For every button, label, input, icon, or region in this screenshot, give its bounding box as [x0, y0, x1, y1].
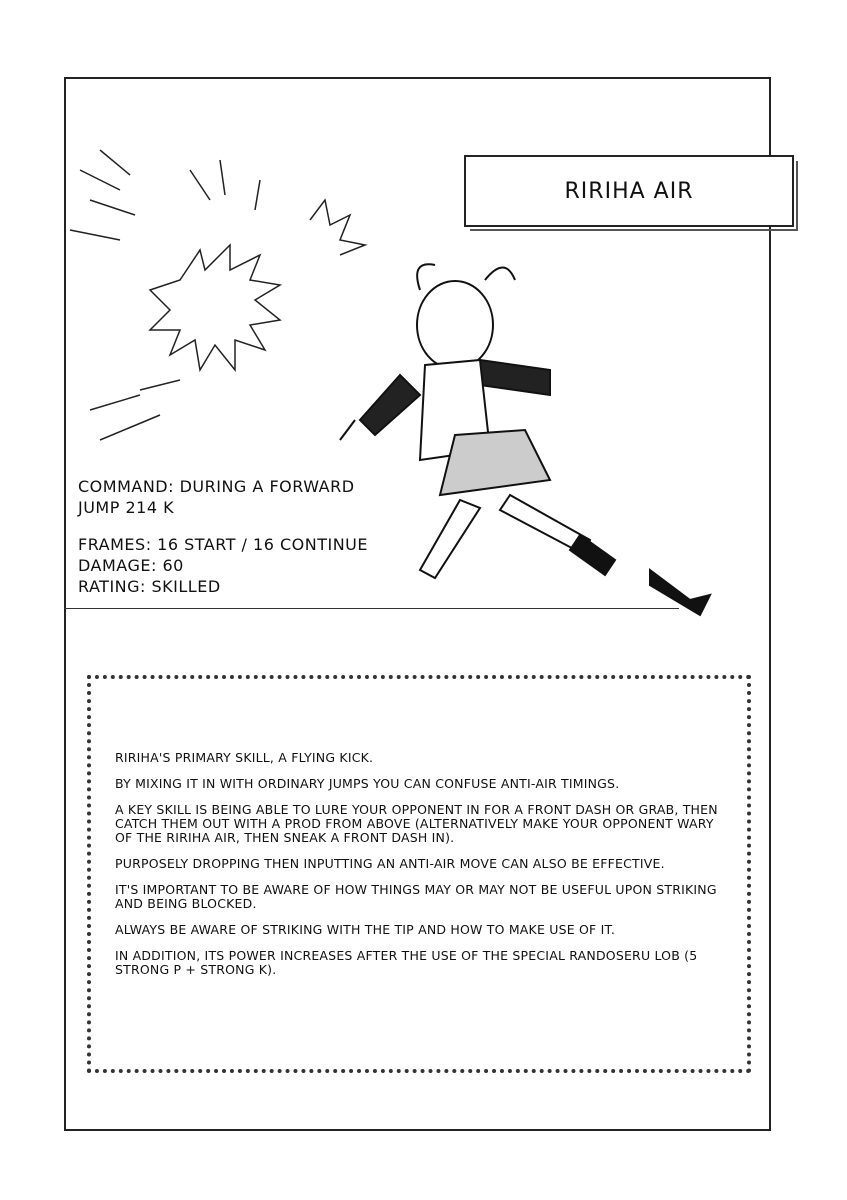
rating-stat: RATING: SKILLED — [78, 577, 221, 596]
note-paragraph: PURPOSELY DROPPING THEN INPUTTING AN ANTI-AIR MOVE CAN ALSO BE EFFECTIVE. — [115, 856, 665, 871]
note-paragraph: ALWAYS BE AWARE OF STRIKING WITH THE TIP AND HOW TO MAKE USE OF IT. — [115, 922, 615, 937]
note-paragraph: IT'S IMPORTANT TO BE AWARE OF HOW THINGS MAY OR MAY NOT BE USEFUL UPON STRIKING AND BEING BLOCKED. — [115, 882, 717, 911]
frames-stat: FRAMES: 16 START / 16 CONTINUE — [78, 535, 368, 554]
move-stats — [78, 476, 418, 597]
note-paragraph: BY MIXING IT IN WITH ORDINARY JUMPS YOU CAN CONFUSE ANTI-AIR TIMINGS. — [115, 776, 620, 791]
note-paragraph: RIRIHA'S PRIMARY SKILL, A FLYING KICK. — [115, 750, 374, 765]
move-title: RIRIHA AIR — [564, 178, 694, 204]
command-line-1: COMMAND: DURING A FORWARD — [78, 477, 355, 496]
impact-burst — [70, 150, 365, 440]
note-paragraph: IN ADDITION, ITS POWER INCREASES AFTER THE USE OF THE SPECIAL RANDOSERU LOB (5 STRONG P + STRONG K). — [115, 948, 698, 977]
move-notes — [115, 751, 735, 989]
section-divider — [64, 608, 679, 609]
note-paragraph: A KEY SKILL IS BEING ABLE TO LURE YOUR OPPONENT IN FOR A FRONT DASH OR GRAB, THEN CATCH THEM OUT WITH A PROD FROM ABOVE (ALTERNATIVELY MAKE YOUR OPPONENT WARY OF THE RIRIHA AIR, THEN SNEAK A FRONT DASH IN). — [115, 802, 718, 845]
move-title-box — [464, 155, 794, 227]
command-line-2: JUMP 214 K — [78, 498, 175, 517]
damage-stat: DAMAGE: 60 — [78, 556, 184, 575]
